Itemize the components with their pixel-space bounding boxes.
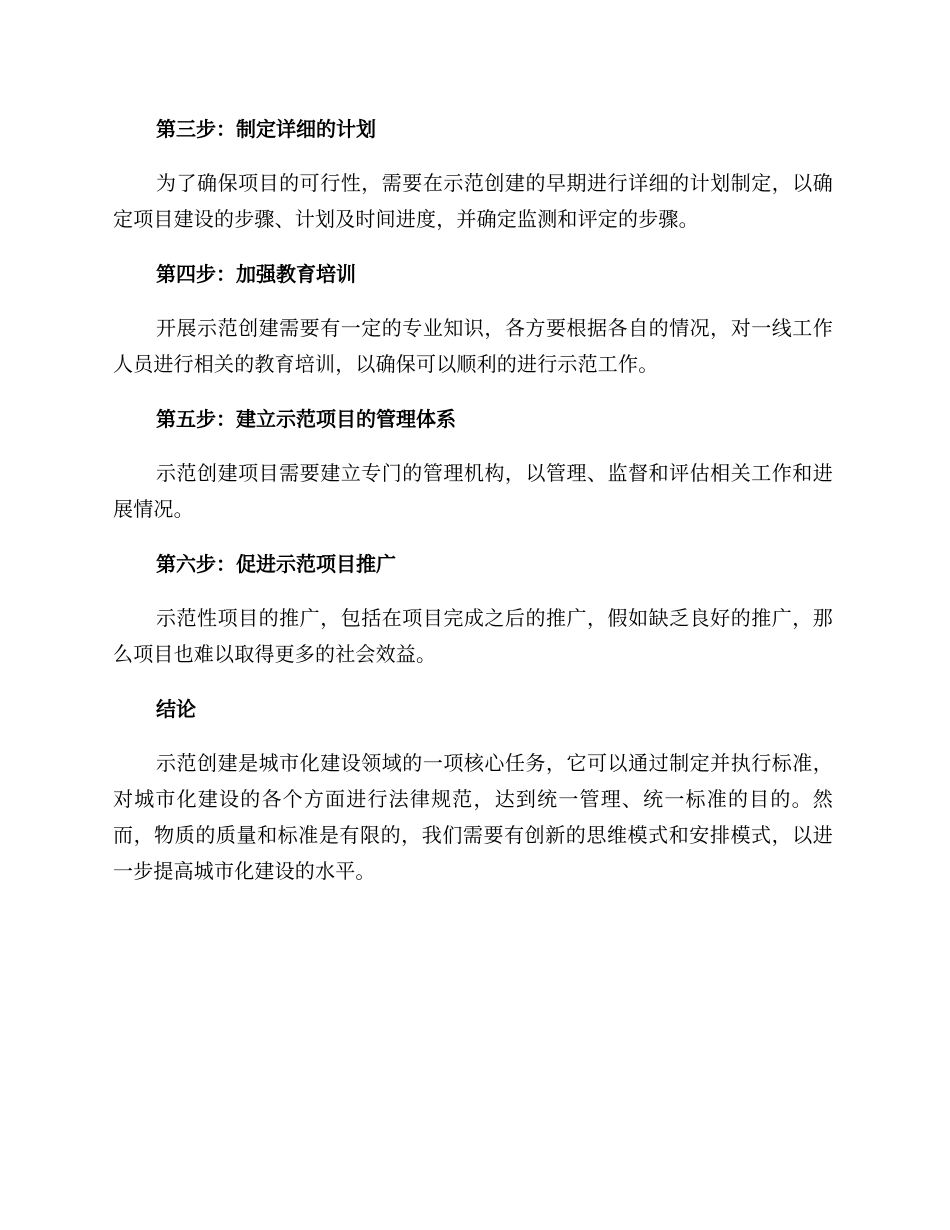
section-heading-step-3: 第三步：制定详细的计划 xyxy=(156,117,376,141)
section-heading-step-5: 第五步：建立示范项目的管理体系 xyxy=(156,407,456,431)
section-heading-conclusion: 结论 xyxy=(156,697,196,721)
section-heading-step-4: 第四步：加强教育培训 xyxy=(156,262,356,286)
section-paragraph-step-4: 开展示范创建需要有一定的专业知识，各方要根据各自的情况，对一线工作人员进行相关的教育培训，以确保可以顺利的进行示范工作。 xyxy=(113,316,833,376)
section-heading-step-6: 第六步：促进示范项目推广 xyxy=(156,552,396,576)
section-paragraph-step-3: 为了确保项目的可行性，需要在示范创建的早期进行详细的计划制定，以确定项目建设的步骤、计划及时间进度，并确定监测和评定的步骤。 xyxy=(113,171,833,231)
document-body xyxy=(113,111,833,908)
section-paragraph-step-6: 示范性项目的推广，包括在项目完成之后的推广，假如缺乏良好的推广，那么项目也难以取得更多的社会效益。 xyxy=(113,606,833,666)
section-paragraph-conclusion: 示范创建是城市化建设领域的一项核心任务，它可以通过制定并执行标准，对城市化建设的各个方面进行法律规范，达到统一管理、统一标准的目的。然而，物质的质量和标准是有限的，我们需要有创新的思维模式和安排模式，以进一步提高城市化建设的水平。 xyxy=(113,751,833,883)
section-paragraph-step-5: 示范创建项目需要建立专门的管理机构，以管理、监督和评估相关工作和进展情况。 xyxy=(113,461,833,521)
